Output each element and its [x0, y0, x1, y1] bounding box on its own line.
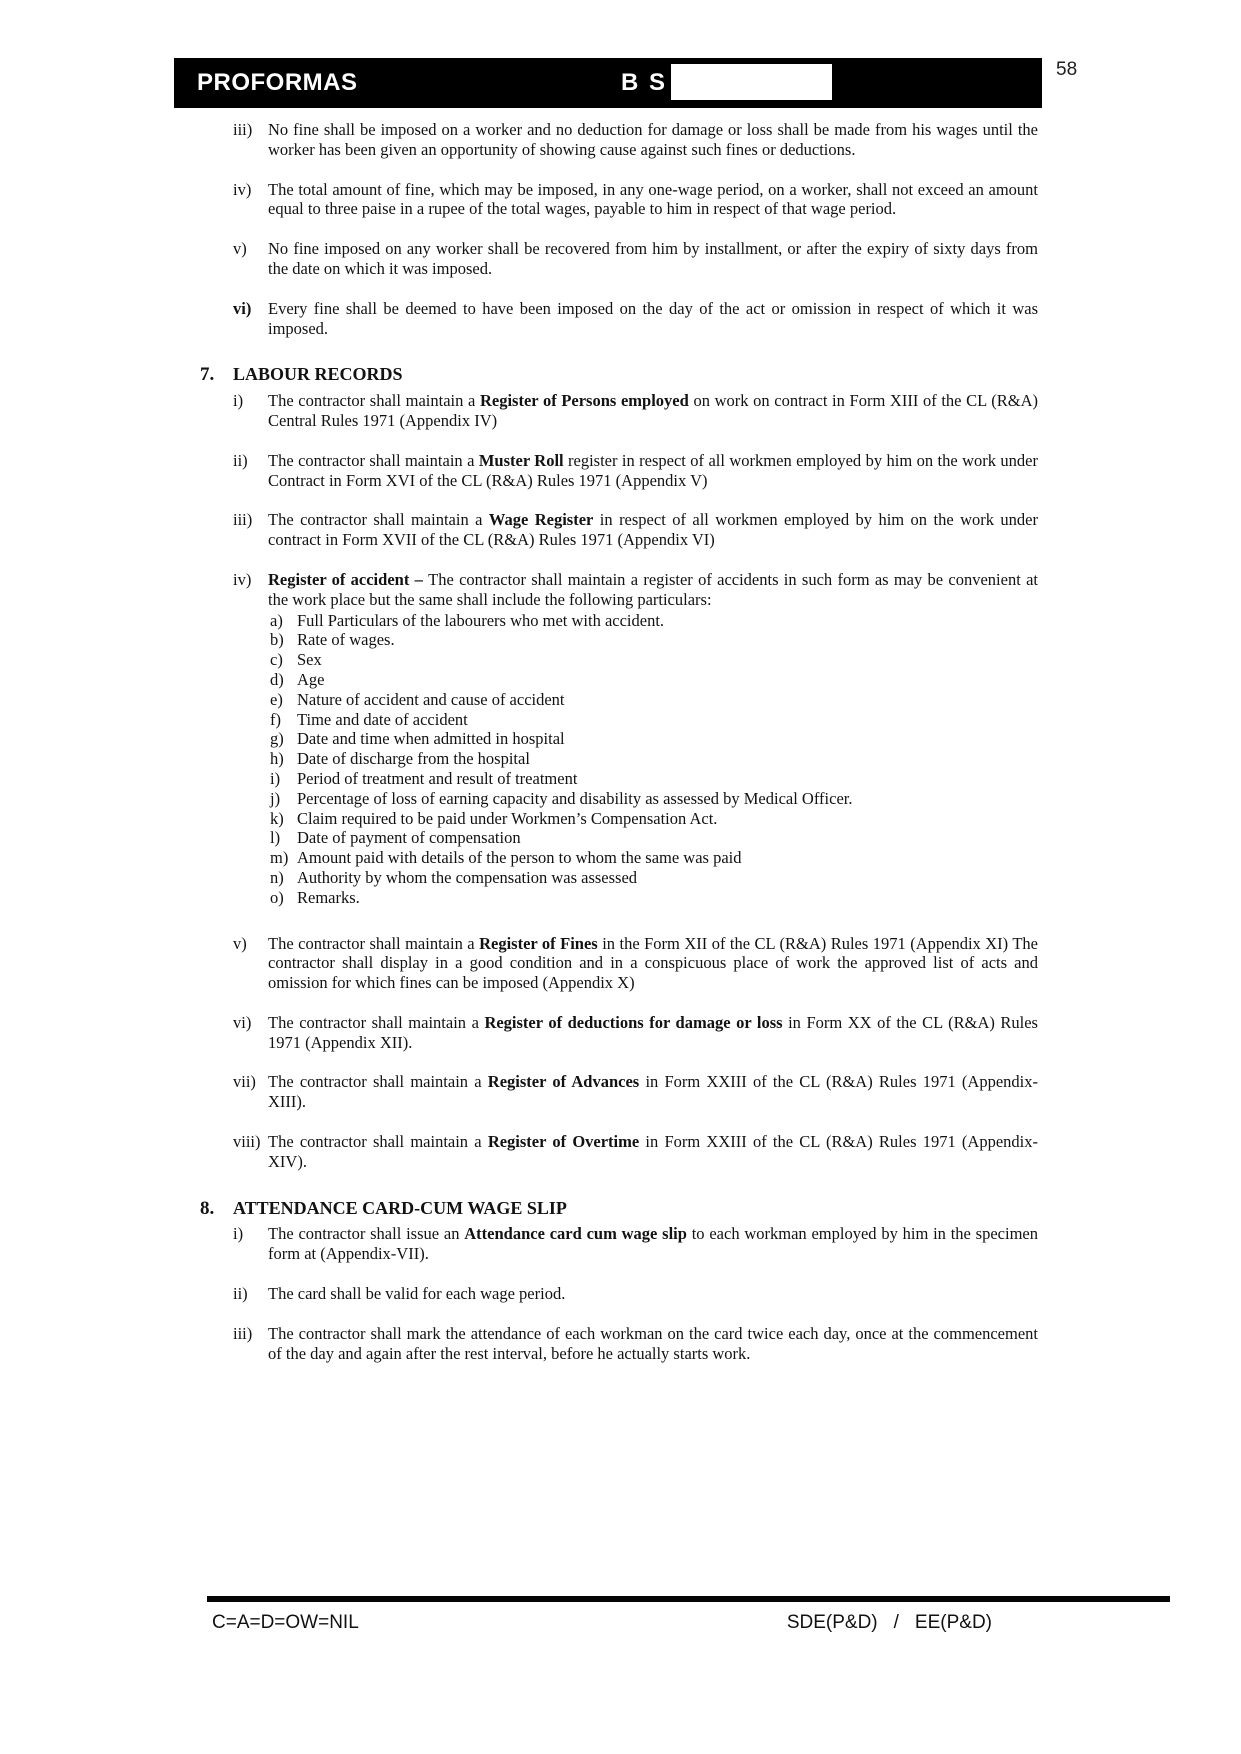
item-text: The contractor shall maintain a Register of Persons employed on work on contract in Form XIII of the CL (R&A) Central Rules 1971 (Appendix IV)	[268, 391, 1038, 430]
item-label: v)	[233, 933, 247, 953]
document-content	[200, 112, 1038, 1383]
item-label: ii)	[233, 1284, 248, 1304]
list-item	[233, 510, 1038, 550]
section-item-list	[233, 1224, 1038, 1363]
list-item	[233, 451, 1038, 491]
item-label: vi)	[233, 1012, 252, 1032]
footer-code: C=A=D=OW=NIL	[212, 1612, 359, 1633]
item-label: iii)	[233, 510, 253, 530]
sub-list-item: g) Date and time when admitted in hospital	[270, 729, 565, 749]
list-item	[233, 299, 1038, 339]
sub-list-item: j) Percentage of loss of earning capacity and disability as assessed by Medical Officer.	[270, 788, 853, 808]
section-title: LABOUR RECORDS	[233, 364, 403, 385]
redaction-box	[671, 64, 832, 100]
item-label: iv)	[233, 569, 252, 589]
item-text: The contractor shall mark the attendance of each workman on the card twice each day, once at the commencement of the day and again after the rest interval, before he actually starts work.	[268, 1323, 1038, 1363]
list-item	[233, 934, 1038, 993]
item-text: The contractor shall maintain a Muster Roll register in respect of all workmen employed by him on the work under Contract in Form XVI of the CL (R&A) Rules 1971 (Appendix V)	[268, 450, 1038, 490]
item-text: The card shall be valid for each wage period.	[268, 1284, 566, 1304]
list-item	[233, 391, 1038, 431]
item-label: vii)	[233, 1072, 256, 1092]
sub-list-item: c) Sex	[270, 650, 322, 670]
list-item-register-of-accident	[233, 570, 1038, 914]
item-text: The total amount of fine, which may be imposed, in any one-wage period, on a worker, shall not exceed an amount equal to three paise in a rupee of the total wages, payable to him in respect of that wage period.	[268, 179, 1038, 219]
item-label: iii)	[233, 1323, 253, 1343]
sub-list-item: k) Claim required to be paid under Workmen’s Compensation Act.	[270, 808, 718, 828]
section-item-list	[233, 391, 1038, 1172]
list-item	[233, 180, 1038, 220]
item-text: The contractor shall maintain a Wage Register in respect of all workmen employed by him on the work under contract in Form XVII of the CL (R&A) Rules 1971 (Appendix VI)	[268, 510, 1038, 550]
sub-list-item: h) Date of discharge from the hospital	[270, 749, 530, 769]
sub-list-item: i) Period of treatment and result of treatment	[270, 768, 578, 788]
item-label: i)	[233, 1224, 244, 1244]
sub-list-item: e) Nature of accident and cause of accident	[270, 689, 565, 709]
item-label: iv)	[233, 179, 252, 199]
item-text: No fine imposed on any worker shall be recovered from him by installment, or after the expiry of sixty days from the date on which it was imposed.	[268, 239, 1038, 278]
list-item	[233, 1132, 1038, 1172]
header-title: PROFORMAS	[197, 69, 358, 96]
item-text: The contractor shall maintain a Register of deductions for damage or loss in Form XX of the CL (R&A) Rules 1971 (Appendix XII).	[268, 1012, 1038, 1052]
sub-list-item: m) Amount paid with details of the person to whom the same was paid	[270, 848, 742, 868]
sub-list-item: b) Rate of wages.	[270, 630, 395, 650]
section-title: ATTENDANCE CARD-CUM WAGE SLIP	[233, 1197, 567, 1218]
list-item	[233, 1324, 1038, 1364]
item-label: vi)	[233, 298, 252, 318]
item-text: The contractor shall maintain a Register of Overtime in Form XXIII of the CL (R&A) Rules 1971 (Appendix-XIV).	[268, 1132, 1038, 1171]
list-item	[233, 120, 1038, 160]
sub-list-item: a) Full Particulars of the labourers who met with accident.	[270, 610, 665, 630]
item-label: i)	[233, 391, 244, 411]
footer-sde-label: SDE(P&D)	[786, 1612, 878, 1633]
sub-list-item: n) Authority by whom the compensation was assessed	[270, 867, 638, 887]
item-text: Register of accident – The contractor shall maintain a register of accidents in such form as may be convenient at the work place but the same shall include the following particulars: a) Full Particulars of the labourers who met with accident. b) Rate of wages. c) Sex d) Age e) Nature of accident and cause of accident f) Time and date of accident g) Date and time when admitted in hospital h) Date of discharge from the hospital i) Period of treatment and result of treatment j) Percentage of loss of earning capacity and disability as assessed by Medical Officer. k) Claim required to be paid under Workmen’s Compensation Act. l) Date of payment of compensation m) Amount paid with details of the person to whom the same was paid n) Authority by whom the compensation was assessed o) Remarks.	[268, 569, 1038, 907]
item-label: iii)	[233, 120, 253, 139]
item-text: Every fine shall be deemed to have been imposed on the day of the act or omission in respect of which it was imposed.	[268, 298, 1038, 338]
header-bar	[174, 58, 1042, 108]
sub-list-item: d) Age	[270, 669, 325, 689]
footer-rule	[207, 1596, 1170, 1602]
footer-signatories	[787, 1612, 992, 1634]
item-label: ii)	[233, 450, 248, 470]
item-label: v)	[233, 239, 247, 259]
item-text: The contractor shall issue an Attendance card cum wage slip to each workman employed by him in the specimen form at (Appendix-VII).	[268, 1224, 1038, 1264]
list-item	[233, 1224, 1038, 1264]
section-number: 7.	[200, 364, 215, 386]
footer-separator: /	[893, 1612, 899, 1633]
section-number: 8.	[200, 1197, 215, 1219]
fines-clause-list	[233, 112, 1038, 338]
section-heading	[200, 1198, 1038, 1221]
page-number: 58	[1056, 59, 1078, 80]
list-item	[233, 1284, 1038, 1304]
header-center-label: B S	[621, 69, 668, 96]
item-text: The contractor shall maintain a Register of Fines in the Form XII of the CL (R&A) Rules 1971 (Appendix XI) The contractor shall display in a good condition and in a conspicuous place of work the approved list of acts and omission for which fines can be imposed (Appendix X)	[268, 933, 1038, 993]
list-item	[233, 1013, 1038, 1053]
sub-list-item: f) Time and date of accident	[270, 709, 468, 729]
section-heading	[200, 364, 1038, 387]
list-item	[233, 1072, 1038, 1112]
item-text: No fine shall be imposed on a worker and no deduction for damage or loss shall be made from his wages until the worker has been given an opportunity of showing cause against such fines or deductions.	[268, 120, 1038, 159]
sub-list-item: o) Remarks.	[270, 887, 360, 907]
sub-list-item: l) Date of payment of compensation	[270, 828, 521, 848]
footer-ee-label: EE(P&D)	[914, 1612, 992, 1633]
item-label: viii)	[233, 1132, 261, 1152]
item-text: The contractor shall maintain a Register of Advances in Form XXIII of the CL (R&A) Rules 1971 (Appendix-XIII).	[268, 1072, 1038, 1112]
list-item	[233, 239, 1038, 279]
accident-particulars-list	[270, 611, 1038, 908]
